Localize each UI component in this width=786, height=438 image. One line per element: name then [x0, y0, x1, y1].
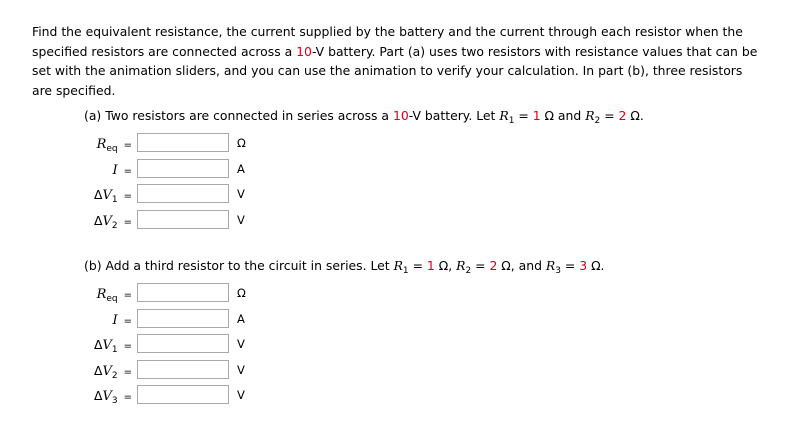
part-b-statement	[84, 257, 604, 275]
answer-input[interactable]	[137, 360, 229, 379]
equals-sign: =	[123, 341, 132, 352]
variable-subscript: 2	[111, 370, 118, 381]
part-b-r2-value: 2	[489, 258, 498, 273]
answer-row	[84, 133, 284, 155]
part-a-voltage: 10	[392, 108, 409, 123]
variable-symbol: R	[96, 287, 107, 302]
equals-sign: =	[123, 216, 132, 228]
answer-label	[84, 213, 132, 229]
variable-subscript: 1	[111, 345, 118, 355]
part-a-r2-symbol: R	[585, 108, 595, 123]
intro-text-2: -V battery. Part (a) uses two resistors with resistance values that can be set with the animation sliders, and you can use the animation to verify your calculation. In part (b), three resistors are specified.	[32, 43, 758, 99]
answer-label	[84, 136, 132, 152]
equals-sign: =	[123, 140, 132, 151]
answer-row	[84, 334, 284, 356]
equals-sign: =	[123, 191, 132, 202]
part-b	[84, 257, 605, 406]
unit-label: A	[237, 161, 245, 176]
unit-label: V	[237, 187, 245, 201]
delta-symbol: Δ	[94, 187, 103, 202]
part-a-eq1: =	[514, 108, 533, 123]
answer-label	[84, 337, 132, 353]
answer-input[interactable]	[137, 184, 229, 203]
answer-row	[84, 210, 284, 232]
part-a-r1-sub: 1	[508, 116, 515, 126]
part-a-r1-symbol: R	[499, 108, 509, 123]
part-b-eq2: =	[471, 258, 490, 273]
answer-row	[84, 283, 284, 305]
variable-subscript: 3	[111, 396, 118, 406]
part-b-r2-unit: Ω, and	[497, 258, 546, 273]
answer-label	[84, 162, 132, 178]
variable-subscript: 1	[111, 195, 118, 205]
equals-sign: =	[123, 366, 132, 378]
part-b-eq3: =	[560, 258, 580, 273]
intro-text-1: Find the equivalent resistance, the current supplied by the battery and the current through each resistor when the specified resistors are connected across a	[32, 24, 743, 59]
variable-symbol: V	[102, 338, 112, 353]
answer-label	[84, 187, 132, 203]
answer-input[interactable]	[137, 385, 229, 404]
answer-row	[84, 309, 284, 331]
unit-label: A	[237, 311, 245, 326]
part-b-r2-sub: 2	[465, 266, 472, 276]
variable-subscript: eq	[106, 294, 118, 304]
problem-intro	[32, 22, 762, 101]
delta-symbol: Δ	[94, 212, 103, 228]
part-b-r3-value: 3	[579, 258, 588, 273]
answer-label	[84, 363, 132, 379]
answer-row	[84, 184, 284, 206]
variable-symbol: I	[112, 162, 118, 178]
delta-symbol: Δ	[94, 337, 103, 352]
answer-input[interactable]	[137, 283, 229, 302]
part-a-mid: -V battery. Let	[408, 108, 500, 123]
answer-input[interactable]	[137, 334, 229, 353]
variable-symbol: V	[102, 213, 112, 229]
part-b-r3-symbol: R	[545, 258, 556, 273]
part-b-r2-symbol: R	[456, 258, 466, 273]
answer-label	[84, 388, 132, 404]
part-b-r1-value: 1	[426, 258, 435, 273]
part-a-r1-unit: Ω and	[540, 108, 586, 123]
answer-input[interactable]	[137, 133, 229, 152]
answer-row	[84, 385, 284, 407]
part-b-r3-unit: Ω.	[587, 258, 605, 273]
answer-label	[84, 286, 132, 302]
variable-symbol: I	[112, 312, 118, 328]
part-a	[84, 107, 644, 231]
part-a-r2-value: 2	[618, 108, 627, 123]
unit-label: V	[237, 388, 245, 402]
variable-symbol: R	[96, 137, 107, 152]
part-a-r1-value: 1	[532, 108, 541, 123]
answer-row	[84, 360, 284, 382]
equals-sign: =	[123, 290, 132, 301]
part-a-statement	[84, 107, 644, 125]
answer-input[interactable]	[137, 309, 229, 328]
part-b-lead: (b) Add a third resistor to the circuit in series. Let	[84, 258, 394, 273]
part-b-r3-sub: 3	[555, 266, 561, 276]
part-b-r1-sub: 1	[402, 266, 409, 276]
unit-label: Ω	[237, 136, 246, 150]
answer-label	[84, 312, 132, 328]
variable-symbol: V	[102, 389, 112, 404]
unit-label: V	[237, 337, 245, 351]
part-a-lead: (a) Two resistors are connected in series across a	[84, 108, 393, 123]
equals-sign: =	[123, 315, 132, 327]
part-b-r1-symbol: R	[393, 258, 403, 273]
intro-voltage: 10	[296, 43, 312, 59]
part-b-eq1: =	[408, 258, 427, 273]
part-a-eq2: =	[600, 108, 619, 123]
part-b-r1-unit: Ω,	[434, 258, 457, 273]
part-a-r2-unit: Ω.	[626, 108, 644, 123]
equals-sign: =	[123, 392, 132, 403]
unit-label: V	[237, 212, 245, 227]
unit-label: Ω	[237, 286, 246, 300]
delta-symbol: Δ	[94, 388, 103, 403]
part-a-r2-sub: 2	[594, 116, 601, 126]
delta-symbol: Δ	[94, 362, 103, 378]
unit-label: V	[237, 362, 245, 377]
answer-input[interactable]	[137, 159, 229, 178]
variable-symbol: V	[102, 363, 112, 379]
answer-input[interactable]	[137, 210, 229, 229]
variable-subscript: eq	[106, 144, 118, 154]
variable-symbol: V	[102, 188, 112, 203]
answer-row	[84, 159, 284, 181]
equals-sign: =	[123, 165, 132, 177]
variable-subscript: 2	[111, 220, 118, 231]
